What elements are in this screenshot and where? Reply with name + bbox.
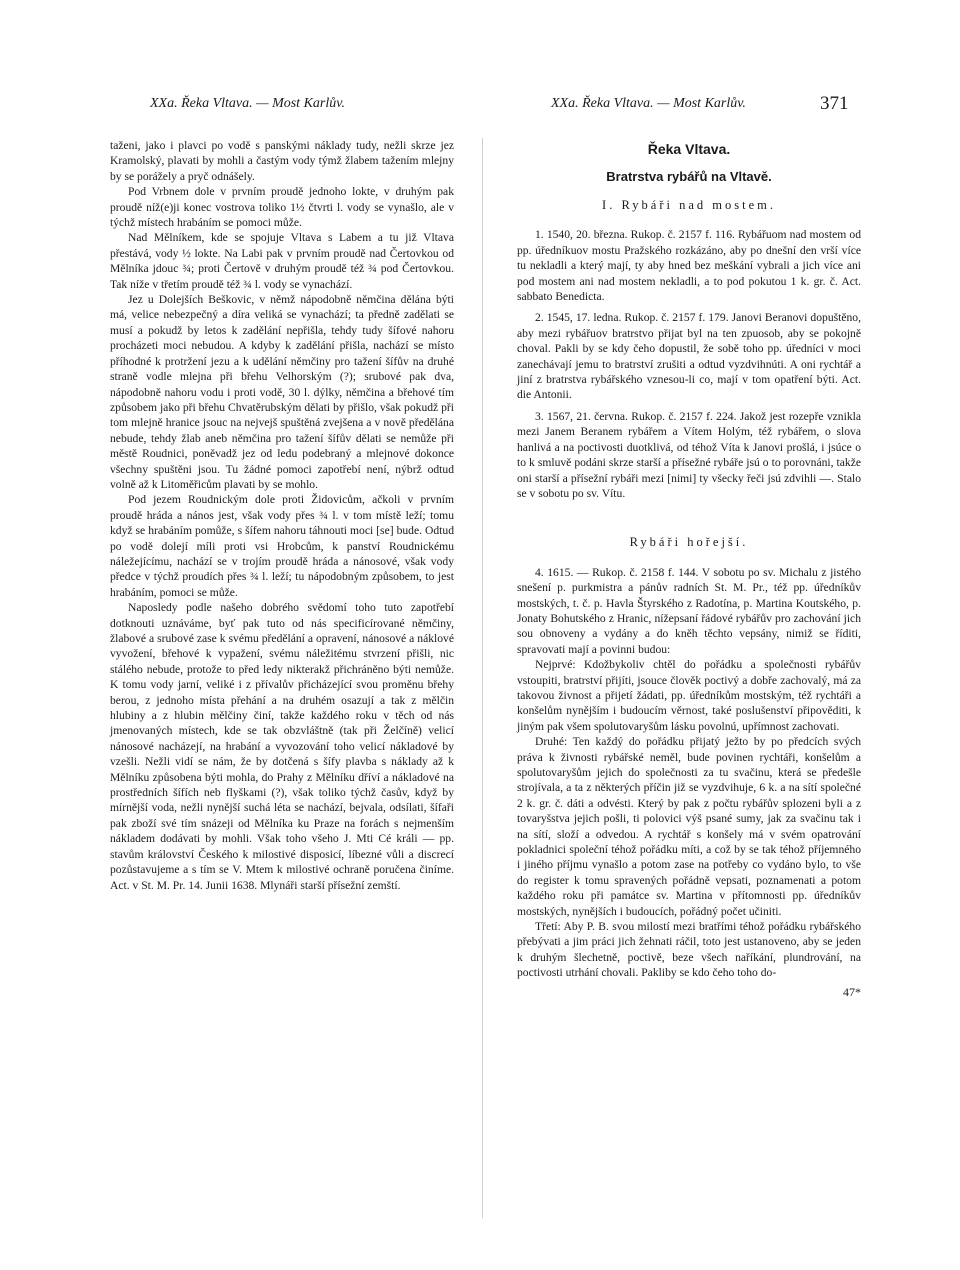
column-divider [482, 138, 483, 1218]
right-column [517, 138, 861, 1000]
section-title: Řeka Vltava. [647, 141, 731, 157]
running-head-left: XXa. Řeka Vltava. — Most Karlův. [150, 96, 345, 111]
record-paragraph: Třetí: Aby P. B. svou milostí mezi bratřími téhož pořádku rybářského přebývati a jim práci jich žehnati ráčil, toto jest ustanoveno, aby se jeden k druhým šlechetně, poctivě, beze všech naříkání, plundrování, na poctivosti utrhání chovali. Pakliby se kdo čeho toho do- [517, 920, 861, 980]
group-heading-lower: Rybáři hořejší. [629, 535, 749, 550]
section-subtitle: Bratrstva rybářů na Vltavě. [606, 169, 772, 184]
left-paragraph: Pod jezem Roudnickým dole proti Židovicům, ačkoli v prvním proudě hráda a nános jest, však vody přes ¾ l. v tom místě leží; tomu když se hrabáním pomůže, s šífem nahoru táhnouti moci [se] bude. Odtud po vodě dolejí míli proti vsi Hrobcům, k panství Roudnickému náležejícímu, nachází se v trojím proudě hráda a nánosové, však vody předce v týchž proudích přes ¾ l. leží; tu nápodobným způsobem, to jest hrabáním, pomoci se může. [110, 493, 454, 599]
record-entry: 1. 1540, 20. března. Rukop. č. 2157 f. 116. Rybářuom nad mostem od pp. úředníkuov mostu Pražského rozkázáno, aby po dnešní den vrší více tu nekladli a který mají, ty aby hned bez meškání vybrali a jich více ani pod mostem ani nad mostem nekladli, a to pod pokutou 1 k. gr. č. Act. sabbato Benedicta. [517, 228, 861, 304]
running-head-right: XXa. Řeka Vltava. — Most Karlův. [551, 96, 746, 111]
page-number: 371 [820, 93, 849, 114]
left-column [110, 138, 454, 893]
left-paragraph: Jez u Dolejších Beškovic, v němž nápodobně němčina dělána býti má, velice nebezpečný a díra veliká se vynachází; ta předně zadělati se musí a pokudž by letos k zadělání nepřišla, tehdy tudy šífové nahoru procházeti moci nebudou. A kdyby k zadělání přišla, nachází se místo příhodné k protržení jezu a k udělání němčiny pro tažení šífův na druhé straně vodle mlejna při břehu Velhorským (?); srubové pak dva, nápodobně nahoru vodu i proti vodě, 30 l. dýlky, němčina a břehové tím způsobem jako při břehu Chvatěrubským dělati by přišlo, však pokudž při tom mlejně hranice jsouc na nejvejš spuštěná zvejšena a v nově předělána nebude, tehdy žlab aneb němčina pro tažení šífův dělati se nemůže při městě Roudnici, poněvadž jez od ledu podebraný a mlejnové dokonce všechny spuštěni jsou. Tu žádné pomoci zapotřebí není, nýbrž odtud volně až k Litoměřicům plavati by se mohlo. [110, 293, 454, 491]
left-paragraph: Pod Vrbnem dole v prvním proudě jednoho lokte, v druhým pak proudě níž(e)ji konec vostrova toliko 1½ čtvrti l. vody se vynašlo, ale v týchž místech hrabáním se pomoci může. [110, 185, 454, 230]
left-paragraph: taženi, jako i plavci po vodě s panskými náklady tudy, nežli skrze jez Kramolský, plavati by mohli a častým vody týmž žlabem tažením mlejny by se porážely a pryč odnášely. [110, 139, 454, 183]
record-paragraph: 4. 1615. — Rukop. č. 2158 f. 144. V sobotu po sv. Michalu z jistého snešení p. purkmistra a pánův radních St. M. Pr., též pp. úředníkův mostských, t. č. p. Havla Štyrského z Radotína, p. Martina Koutského, p. Jonaty Bohutského z Hranic, nížepsaní řádové rybářův pro zachování jich sou obnoveny a vydány a do kněh těchto vepsány, nimiž se říditi, spravovati mají a povinni budou: [517, 565, 861, 656]
record-paragraph: Druhé: Ten každý do pořádku přijatý ježto by po předcích svých práva k živnosti rybářské neměl, bude povinen rychtáři, konšelům a spolutovaryšům jejich do společnosti za tu svačinu, která se předešle strojívala, a ta z některých příčin již se vyzdvihuje, 6 k. a na sítí společné 2 k. gr. č. dáti a odvésti. Který by pak z počtu rybářův splozeni byli a z tovaryšstva jejich pošli, ti polovici výš psané sumy, jak za svačinu tak i na sítí, složí a odvedou. A rychtář s konšely má v svém opatrování pokladnici společní téhož pořádku míti, a což by se tak téhož příjemného i jiného příjmu vynašlo a potom zase na potřeby co vydáno bylo, to vše do register k tomu spravených pořádně vepsati, poznamenati a potom každého roku při památce sv. Martina v přítomnosti pp. úředníkův mostských, nynějších i budoucích, pořádný počet učiniti. [517, 735, 861, 918]
record-paragraph: Nejprvé: Kdožbykoliv chtěl do pořádku a společnosti rybářův vstoupiti, bratrství přijíti, jsouce člověk poctivý a dobře zachovalý, má za takovou živnost a přijetí žádati, pp. úředníkům mostským, též rychtáři a konšelům nynějším i budoucím věrnost, také poslušenství připověditi, k jiným pak všem spolutovaryšům lásku povolnú, upřímnost zachovati. [517, 658, 861, 733]
signature-mark: 47* [843, 984, 861, 999]
running-header [0, 93, 960, 120]
record-entry: 3. 1567, 21. června. Rukop. č. 2157 f. 224. Jakož jest rozepře vznikla mezi Janem Beranem rybářem a Vítem Holým, též rybářem, o slova hanlivá a na poctivosti duotklivá, od téhož Víta k Janovi prošlá, i jsúce o to k smluvě podáni skrze starší a přísežné rybáře jsú o to porovnáni, takže oni starší a přísežní rybáři mezi [nimi] ty všecky řeči jsú zdvihli —. Stalo se v sobotu po sv. Vítu. [517, 409, 861, 500]
group-heading-upper: I. Rybáři nad mostem. [602, 198, 776, 212]
left-paragraph: Nad Mělníkem, kde se spojuje Vltava s Labem a tu již Vltava přestává, vody ½ lokte. Na Labi pak v prvním proudě nad Čertovkou od Mělníka jdouc ¾; proti Čertově v druhým proudě též ¾ pod Čertovkou. Tak níže v třetím proudě též ¾ l. vody se vynachází. [110, 231, 454, 291]
left-paragraph: Naposledy podle našeho dobrého svědomí toho tuto zapotřebí dotknouti uznáváme, byť pak tuto od nás specificírované němčiny, žlabové a srubové zase k svému předělání a opravení, nánosové a náklové vyvožení, břehové k vypažení, svému náležitému stvrzení přišli, nic stálého nebude, protože to před ledy nikterakž přichráněno býti nemůže. K tomu vody jarní, veliké i z přívalův přicházející svou proměnu břehy berou, z jednoho místa přehání a na druhém osazují a tak z mělčin hlubiny a z hlubin mělčiny činí, takže každého roku v těch od nás jmenovaných místech, kde se tak obzvláštně (tak při Želčíně) velicí nánosové nacházejí, na hrabání a vyvozování toho velicí nákladové by vzešli. Nežli vidí se nám, že by dotčená s šífy plavba s náklady až k Mělníku způsobena býti mohla, do Prahy z Mělníku dříví a nákladové na prostředních šífích neb flyškami (?), však toliko týchž časův, když by mírnější voda, nežli nynější suchá léta se nachází, bejvala, odsílati, šífaři pak zboží své tím snázeji od Mělníka ku Praze na forách s nejmenším nákladem dodávati by mohli. Však toho všeho J. Mti Cé králi — pp. stavům království Českého k milostivé disposicí, líbezné vůli a discrecí pozůstavujeme a s tím se V. Mtem k milostivé ochraně poručena činíme. Act. v St. M. Pr. 14. Junii 1638. Mlynáři starší přísežní zemští. [110, 601, 454, 892]
record-entry: 2. 1545, 17. ledna. Rukop. č. 2157 f. 179. Janovi Beranovi dopuštěno, aby mezi rybářuov bratrstvo přijat byl na ten zpuosob, aby se pokojně choval. Pakli by se kdy čeho dopustil, že sobě toho pp. úředníci v moci zanechávají jemu to bratrství zrušiti a odtud vyzdvihnúti. A oni rychtář a jiní z bratrstva rybářského vznesou-li co, mají v tom opatření býti. Act. die Antonii. [517, 311, 861, 402]
